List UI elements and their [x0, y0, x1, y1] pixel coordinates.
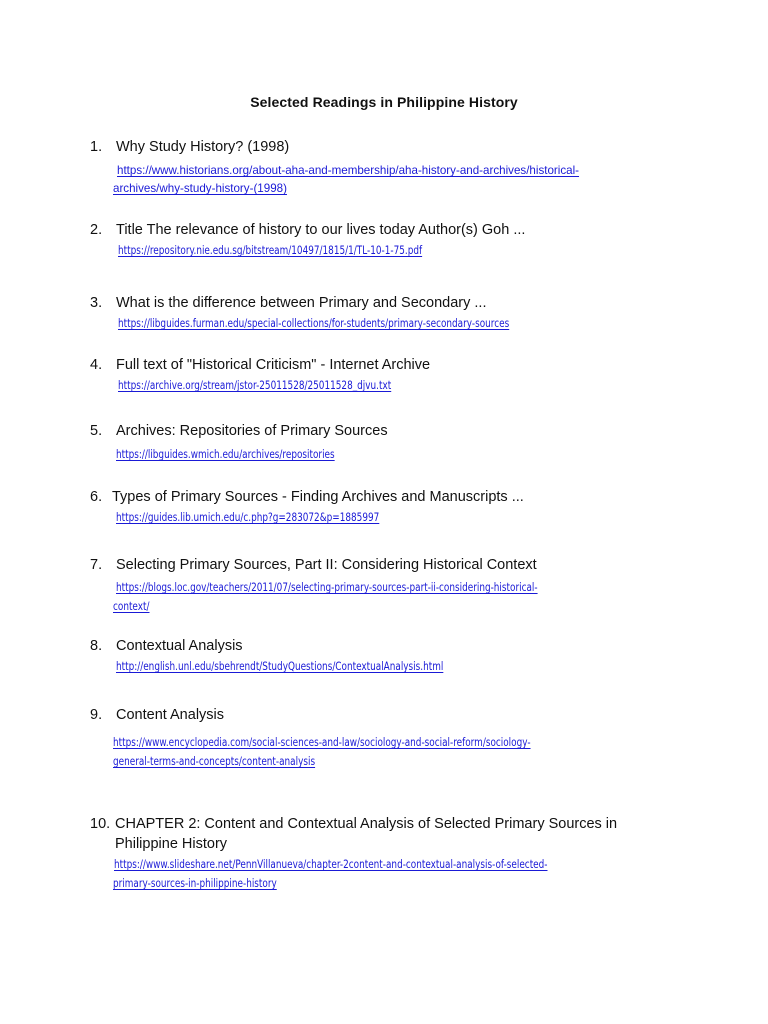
list-item-title: What is the difference between Primary and Secondary ...	[116, 295, 487, 311]
list-item-number: 1.	[90, 139, 103, 155]
list-item-number: 2.	[90, 222, 103, 238]
list-item-heading	[90, 636, 243, 656]
list-item-heading	[90, 220, 525, 240]
reference-link-line-1[interactable]: https://www.encyclopedia.com/social-sciences-and-law/sociology-and-social-reform/sociology-	[113, 735, 531, 749]
list-item-heading	[90, 137, 289, 157]
list-item-heading	[90, 814, 617, 834]
list-item-title-continued: Philippine History	[115, 836, 228, 852]
reference-link-line-1[interactable]: https://repository.nie.edu.sg/bitstream/10497/1815/1/TL-10-1-75.pdf	[118, 243, 423, 257]
list-item-number: 8.	[90, 638, 103, 654]
list-item-title: Content Analysis	[116, 707, 225, 723]
list-item-number: 10.	[90, 816, 111, 832]
reference-link-line-1[interactable]: http://english.unl.edu/sbehrendt/StudyQuestions/ContextualAnalysis.html	[116, 659, 444, 673]
list-item-number: 3.	[90, 295, 103, 311]
reference-link-line-1[interactable]: https://libguides.furman.edu/special-collections/for-students/primary-secondary-sources	[118, 316, 510, 330]
list-item-heading	[90, 705, 224, 725]
list-item-number: 7.	[90, 557, 103, 573]
list-item-heading	[90, 421, 388, 441]
list-item-heading	[90, 487, 524, 507]
list-item-title: Types of Primary Sources - Finding Archives and Manuscripts ...	[112, 489, 524, 505]
list-item-number: 5.	[90, 423, 103, 439]
list-item-heading	[90, 355, 430, 375]
reference-link-line-2[interactable]: archives/why-study-history-(1998)	[113, 182, 287, 195]
list-item-title: Archives: Repositories of Primary Sources	[116, 423, 388, 439]
list-item-title: CHAPTER 2: Content and Contextual Analysis of Selected Primary Sources in	[115, 816, 618, 832]
list-item-title: Why Study History? (1998)	[116, 139, 290, 155]
list-item-title: Selecting Primary Sources, Part II: Considering Historical Context	[116, 557, 537, 573]
list-item-title: Full text of "Historical Criticism" - Internet Archive	[116, 357, 431, 373]
list-item-number: 6.	[90, 489, 103, 505]
reference-link-line-2[interactable]: general-terms-and-concepts/content-analysis	[113, 754, 316, 768]
list-item-heading	[90, 555, 537, 575]
reference-link-line-2[interactable]: primary-sources-in-philippine-history	[113, 876, 277, 890]
reference-link-line-1[interactable]: https://libguides.wmich.edu/archives/repositories	[116, 447, 335, 461]
reference-link-line-1[interactable]: https://guides.lib.umich.edu/c.php?g=283072&p=1885997	[116, 510, 380, 524]
reference-link-line-1[interactable]: https://www.slideshare.net/PennVillanueva/chapter-2content-and-contextual-analysis-of-selected-	[114, 857, 548, 871]
list-item-number: 9.	[90, 707, 103, 723]
list-item-number: 4.	[90, 357, 103, 373]
list-item-title: Title The relevance of history to our lives today Author(s) Goh ...	[116, 222, 526, 238]
reference-link-line-1[interactable]: https://archive.org/stream/jstor-25011528/25011528_djvu.txt	[118, 378, 392, 392]
list-item-heading	[90, 293, 486, 313]
list-item-title: Contextual Analysis	[116, 638, 243, 654]
reference-link-line-1[interactable]: https://blogs.loc.gov/teachers/2011/07/selecting-primary-sources-part-ii-considering-historical-	[116, 580, 538, 594]
reference-link-line-2[interactable]: context/	[113, 599, 150, 613]
reference-link-line-1[interactable]: https://www.historians.org/about-aha-and-membership/aha-history-and-archives/historical-	[117, 164, 580, 177]
page-title: Selected Readings in Philippine History	[250, 94, 518, 110]
